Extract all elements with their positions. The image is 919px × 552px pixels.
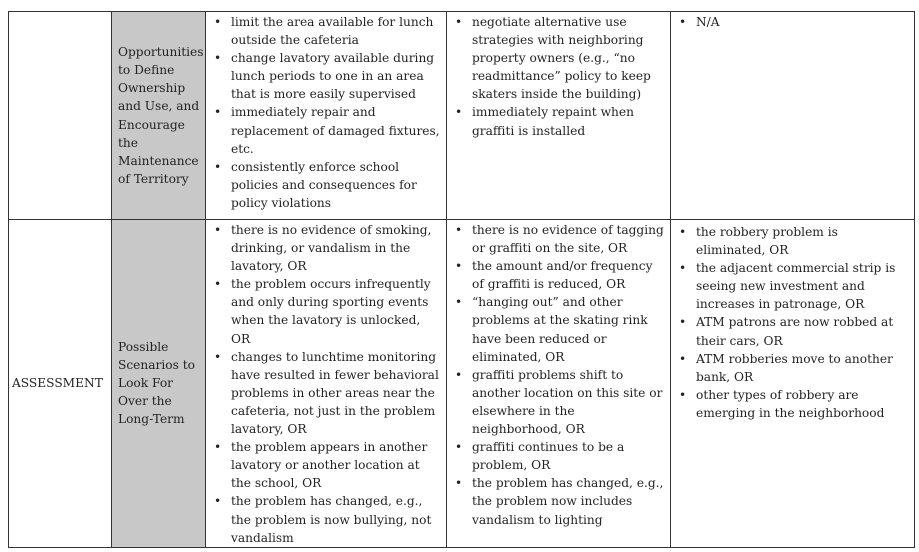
list-item: • the problem appears in another lavatory or another location at the school, OR [211, 438, 442, 492]
list-item: • immediately repaint when graffiti is installed [452, 103, 666, 139]
stage-cell: ASSESSMENT [9, 220, 112, 548]
lavatory-cell [206, 12, 447, 220]
category-cell: Possible Scenarios to Look For Over the Long-Term [112, 220, 206, 548]
bullet-list [452, 221, 666, 529]
table-row [9, 12, 915, 220]
list-item: • ATM robberies move to another bank, OR [676, 350, 910, 386]
graffiti-cell [447, 220, 671, 548]
list-item: • negotiate alternative use strategies with neighboring property owners (e.g., “no readmittance” policy to keep skaters inside the building) [452, 13, 666, 103]
category-cell: Opportunities to Define Ownership and Use, and Encourage the Maintenance of Territory [112, 12, 206, 220]
list-item: • changes to lunchtime monitoring have resulted in fewer behavioral problems in other areas near the cafeteria, not just in the problem lavatory, OR [211, 348, 442, 438]
list-item: • graffiti continues to be a problem, OR [452, 438, 666, 474]
bullet-list [676, 223, 910, 422]
list-item: • the problem has changed, e.g., the problem is now bullying, not vandalism [211, 492, 442, 546]
list-item: • N/A [676, 13, 910, 31]
list-item: • limit the area available for lunch outside the cafeteria [211, 13, 442, 49]
bullet-list [676, 13, 910, 31]
list-item: • “hanging out” and other problems at the skating rink have been reduced or eliminated, OR [452, 293, 666, 365]
list-item: • the problem has changed, e.g., the problem now includes vandalism to lighting [452, 474, 666, 528]
graffiti-cell [447, 12, 671, 220]
list-item: • the adjacent commercial strip is seeing new investment and increases in patronage, OR [676, 259, 910, 313]
bullet-list [211, 13, 442, 212]
table-row [9, 220, 915, 548]
strategy-table [8, 11, 915, 548]
list-item: • consistently enforce school policies and consequences for policy violations [211, 158, 442, 212]
robbery-cell [671, 12, 915, 220]
list-item: • the problem occurs infrequently and only during sporting events when the lavatory is unlocked, OR [211, 275, 442, 347]
list-item: • there is no evidence of smoking, drinking, or vandalism in the lavatory, OR [211, 221, 442, 275]
list-item: • the amount and/or frequency of graffiti is reduced, OR [452, 257, 666, 293]
lavatory-cell [206, 220, 447, 548]
list-item: • other types of robbery are emerging in the neighborhood [676, 386, 910, 422]
list-item: • change lavatory available during lunch periods to one in an area that is more easily supervised [211, 49, 442, 103]
list-item: • immediately repair and replacement of damaged fixtures, etc. [211, 103, 442, 157]
list-item: • there is no evidence of tagging or graffiti on the site, OR [452, 221, 666, 257]
robbery-cell [671, 220, 915, 548]
list-item: • the robbery problem is eliminated, OR [676, 223, 910, 259]
bullet-list [452, 13, 666, 140]
list-item: • ATM patrons are now robbed at their cars, OR [676, 313, 910, 349]
list-item: • graffiti problems shift to another location on this site or elsewhere in the neighborhood, OR [452, 366, 666, 438]
stage-cell [9, 12, 112, 220]
bullet-list [211, 221, 442, 547]
